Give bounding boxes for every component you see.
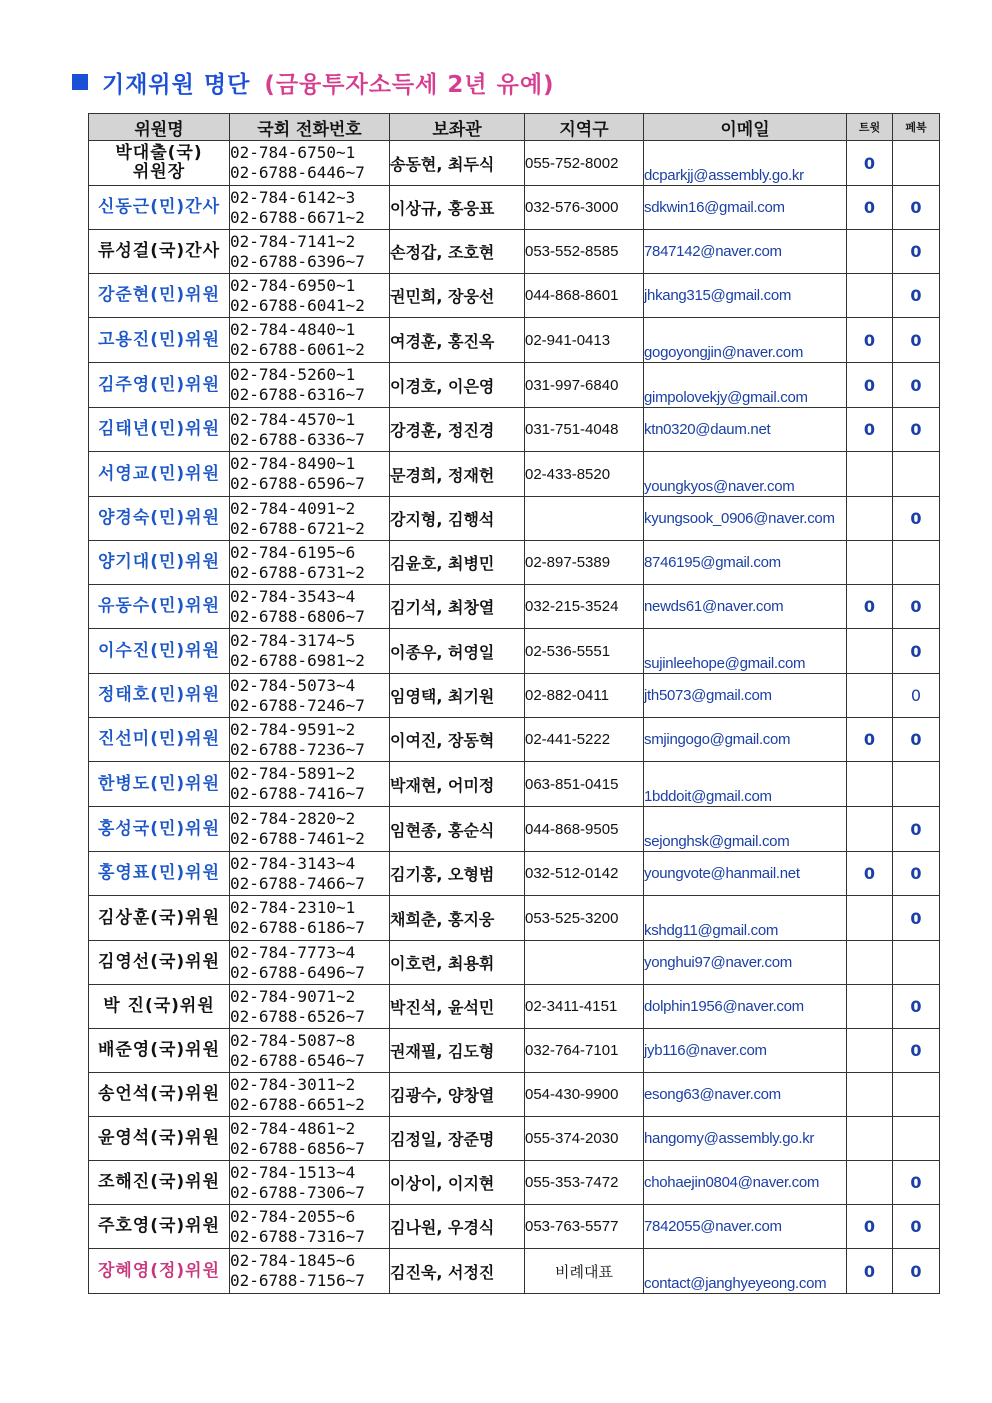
region-phone: 053-763-5577 — [525, 1205, 644, 1249]
phone-numbers — [230, 497, 390, 541]
phone-numbers — [230, 186, 390, 230]
page-title — [72, 64, 555, 100]
email-address[interactable]: kyungsook_0906@naver.com — [644, 497, 847, 541]
twitter-mark — [847, 541, 893, 585]
email-address[interactable]: contact@janghyeyeong.com — [644, 1249, 847, 1294]
twitter-mark: 0 — [847, 408, 893, 452]
region-phone — [525, 941, 644, 985]
twitter-mark: 0 — [847, 186, 893, 230]
phone-secondary: 02-6788-6671~2 — [230, 207, 365, 227]
phone-primary: 02-784-6195~6 — [230, 542, 356, 562]
table-row — [89, 318, 940, 363]
phone-primary: 02-784-6142~3 — [230, 187, 356, 207]
twitter-mark: 0 — [847, 141, 893, 186]
table-row — [89, 985, 940, 1029]
phone-numbers — [230, 1161, 390, 1205]
email-address[interactable]: esong63@naver.com — [644, 1073, 847, 1117]
phone-numbers — [230, 1205, 390, 1249]
region-phone: 02-3411-4151 — [525, 985, 644, 1029]
twitter-mark — [847, 807, 893, 852]
phone-primary: 02-784-8490~1 — [230, 454, 356, 473]
phone-numbers — [230, 318, 390, 363]
region-phone: 032-764-7101 — [525, 1029, 644, 1073]
aide-names: 박재현, 어미정 — [390, 762, 525, 807]
phone-numbers — [230, 718, 390, 762]
twitter-mark — [847, 1029, 893, 1073]
phone-secondary: 02-6788-7306~7 — [230, 1182, 365, 1202]
header-region: 지역구 — [525, 114, 644, 141]
facebook-mark: 0 — [893, 629, 940, 674]
phone-secondary: 02-6788-6446~7 — [230, 163, 365, 182]
phone-numbers — [230, 363, 390, 408]
region-phone: 053-552-8585 — [525, 230, 644, 274]
phone-secondary: 02-6788-6041~2 — [230, 295, 365, 315]
member-name: 박 진(국)위원 — [89, 985, 230, 1029]
member-name: 류성걸(국)간사 — [89, 230, 230, 274]
email-address[interactable]: 7842055@naver.com — [644, 1205, 847, 1249]
table-row — [89, 629, 940, 674]
phone-secondary: 02-6788-7416~7 — [230, 784, 365, 803]
phone-secondary: 02-6788-6316~7 — [230, 385, 365, 404]
twitter-mark: 0 — [847, 718, 893, 762]
member-name: 윤영석(국)위원 — [89, 1117, 230, 1161]
aide-names: 이종우, 허영일 — [390, 629, 525, 674]
facebook-mark — [893, 1117, 940, 1161]
twitter-mark: 0 — [847, 585, 893, 629]
phone-primary: 02-784-5891~2 — [230, 764, 356, 783]
email-address[interactable]: jth5073@gmail.com — [644, 674, 847, 718]
facebook-mark: 0 — [893, 852, 940, 896]
phone-secondary: 02-6788-7246~7 — [230, 695, 365, 715]
phone-primary: 02-784-3143~4 — [230, 853, 356, 873]
phone-primary: 02-784-9591~2 — [230, 719, 356, 739]
email-address[interactable]: dcparkjj@assembly.go.kr — [644, 141, 847, 186]
phone-numbers — [230, 762, 390, 807]
region-phone: 044-868-8601 — [525, 274, 644, 318]
member-name: 김영선(국)위원 — [89, 941, 230, 985]
phone-secondary: 02-6788-6336~7 — [230, 429, 365, 449]
member-name: 박대출(국) 위원장 — [89, 141, 230, 186]
region-phone: 02-433-8520 — [525, 452, 644, 497]
phone-primary: 02-784-1845~6 — [230, 1251, 356, 1270]
square-bullet-icon — [72, 74, 88, 90]
table-row — [89, 718, 940, 762]
twitter-mark — [847, 985, 893, 1029]
committee-roster-table — [88, 113, 940, 1294]
twitter-mark — [847, 1161, 893, 1205]
phone-primary: 02-784-5087~8 — [230, 1030, 356, 1050]
twitter-mark — [847, 762, 893, 807]
email-address[interactable]: smjingogo@gmail.com — [644, 718, 847, 762]
email-address[interactable]: youngkyos@naver.com — [644, 452, 847, 497]
aide-names: 김기석, 최창열 — [390, 585, 525, 629]
region-phone: 02-941-0413 — [525, 318, 644, 363]
phone-primary: 02-784-2310~1 — [230, 898, 356, 917]
table-row — [89, 1205, 940, 1249]
aide-names: 김기홍, 오형범 — [390, 852, 525, 896]
facebook-mark — [893, 941, 940, 985]
aide-names: 송동현, 최두식 — [390, 141, 525, 186]
phone-primary: 02-784-5073~4 — [230, 675, 356, 695]
phone-numbers — [230, 674, 390, 718]
phone-primary: 02-784-4570~1 — [230, 409, 356, 429]
member-name: 고용진(민)위원 — [89, 318, 230, 363]
facebook-mark: 0 — [893, 674, 940, 718]
aide-names: 여경훈, 홍진옥 — [390, 318, 525, 363]
facebook-mark: 0 — [893, 807, 940, 852]
header-facebook: 페북 — [893, 114, 940, 141]
phone-primary: 02-784-5260~1 — [230, 365, 356, 384]
aide-names: 이상이, 이지현 — [390, 1161, 525, 1205]
region-phone: 044-868-9505 — [525, 807, 644, 852]
phone-numbers — [230, 452, 390, 497]
table-row — [89, 186, 940, 230]
phone-numbers — [230, 1029, 390, 1073]
phone-secondary: 02-6788-6596~7 — [230, 474, 365, 493]
email-address[interactable]: sejonghsk@gmail.com — [644, 807, 847, 852]
aide-names: 이상규, 홍웅표 — [390, 186, 525, 230]
twitter-mark: 0 — [847, 363, 893, 408]
phone-primary: 02-784-4840~1 — [230, 320, 356, 339]
facebook-mark — [893, 141, 940, 186]
facebook-mark: 0 — [893, 186, 940, 230]
member-name: 홍성국(민)위원 — [89, 807, 230, 852]
phone-secondary: 02-6788-7461~2 — [230, 829, 365, 848]
aide-names: 이여진, 장동혁 — [390, 718, 525, 762]
email-address[interactable]: gimpolovekjy@gmail.com — [644, 363, 847, 408]
phone-primary: 02-784-6750~1 — [230, 143, 356, 162]
table-row — [89, 363, 940, 408]
phone-secondary: 02-6788-6526~7 — [230, 1006, 365, 1026]
phone-numbers — [230, 896, 390, 941]
phone-primary: 02-784-1513~4 — [230, 1162, 356, 1182]
member-name: 양경숙(민)위원 — [89, 497, 230, 541]
email-address[interactable]: kshdg11@gmail.com — [644, 896, 847, 941]
member-name: 홍영표(민)위원 — [89, 852, 230, 896]
table-row — [89, 941, 940, 985]
facebook-mark: 0 — [893, 318, 940, 363]
email-address[interactable]: gogoyongjin@naver.com — [644, 318, 847, 363]
region-phone: 053-525-3200 — [525, 896, 644, 941]
phone-numbers — [230, 985, 390, 1029]
facebook-mark — [893, 762, 940, 807]
twitter-mark — [847, 1117, 893, 1161]
phone-numbers — [230, 852, 390, 896]
twitter-mark — [847, 896, 893, 941]
email-address[interactable]: jhkang315@gmail.com — [644, 274, 847, 318]
phone-numbers — [230, 408, 390, 452]
aide-names: 권민희, 장웅선 — [390, 274, 525, 318]
twitter-mark: 0 — [847, 852, 893, 896]
email-address[interactable]: 1bddoit@gmail.com — [644, 762, 847, 807]
member-name: 이수진(민)위원 — [89, 629, 230, 674]
facebook-mark: 0 — [893, 408, 940, 452]
table-row — [89, 408, 940, 452]
facebook-mark: 0 — [893, 363, 940, 408]
member-name: 진선미(민)위원 — [89, 718, 230, 762]
table-row — [89, 1029, 940, 1073]
table-row — [89, 230, 940, 274]
header-twitter: 트윗 — [847, 114, 893, 141]
phone-numbers — [230, 141, 390, 186]
region-phone: 055-374-2030 — [525, 1117, 644, 1161]
member-name: 김주영(민)위원 — [89, 363, 230, 408]
phone-secondary: 02-6788-6396~7 — [230, 251, 365, 271]
header-aides: 보좌관 — [390, 114, 525, 141]
phone-numbers — [230, 274, 390, 318]
email-address[interactable]: dolphin1956@naver.com — [644, 985, 847, 1029]
twitter-mark — [847, 629, 893, 674]
phone-numbers — [230, 1249, 390, 1294]
region-phone: 02-536-5551 — [525, 629, 644, 674]
member-name: 김상훈(국)위원 — [89, 896, 230, 941]
member-name: 한병도(민)위원 — [89, 762, 230, 807]
facebook-mark: 0 — [893, 585, 940, 629]
phone-primary: 02-784-6950~1 — [230, 275, 356, 295]
member-name: 정태호(민)위원 — [89, 674, 230, 718]
table-row — [89, 541, 940, 585]
facebook-mark: 0 — [893, 1161, 940, 1205]
phone-secondary: 02-6788-7236~7 — [230, 739, 365, 759]
email-address[interactable]: newds61@naver.com — [644, 585, 847, 629]
region-phone: 02-897-5389 — [525, 541, 644, 585]
aide-names: 문경희, 정재헌 — [390, 452, 525, 497]
region-phone: 031-751-4048 — [525, 408, 644, 452]
region-phone: 032-512-0142 — [525, 852, 644, 896]
facebook-mark: 0 — [893, 1205, 940, 1249]
table-row — [89, 274, 940, 318]
aide-names: 김광수, 양창열 — [390, 1073, 525, 1117]
facebook-mark — [893, 541, 940, 585]
phone-secondary: 02-6788-6981~2 — [230, 651, 365, 670]
region-phone: 031-997-6840 — [525, 363, 644, 408]
phone-secondary: 02-6788-7466~7 — [230, 873, 365, 893]
twitter-mark — [847, 452, 893, 497]
table-row — [89, 1073, 940, 1117]
title-sub: (금융투자소득세 2년 유예) — [264, 71, 555, 98]
member-name: 송언석(국)위원 — [89, 1073, 230, 1117]
aide-names: 김윤호, 최병민 — [390, 541, 525, 585]
phone-numbers — [230, 1073, 390, 1117]
member-name: 양기대(민)위원 — [89, 541, 230, 585]
region-phone: 02-441-5222 — [525, 718, 644, 762]
table-row — [89, 896, 940, 941]
email-address[interactable]: jyb116@naver.com — [644, 1029, 847, 1073]
phone-primary: 02-784-3011~2 — [230, 1074, 356, 1094]
phone-primary: 02-784-7141~2 — [230, 231, 356, 251]
aide-names: 박진석, 윤석민 — [390, 985, 525, 1029]
phone-secondary: 02-6788-6651~2 — [230, 1094, 365, 1114]
twitter-mark — [847, 674, 893, 718]
phone-primary: 02-784-4091~2 — [230, 498, 356, 518]
phone-secondary: 02-6788-6806~7 — [230, 606, 365, 626]
member-name: 배준영(국)위원 — [89, 1029, 230, 1073]
twitter-mark: 0 — [847, 1205, 893, 1249]
email-address[interactable]: sdkwin16@gmail.com — [644, 186, 847, 230]
region-phone: 032-215-3524 — [525, 585, 644, 629]
email-address[interactable]: sujinleehope@gmail.com — [644, 629, 847, 674]
phone-numbers — [230, 941, 390, 985]
phone-secondary: 02-6788-6721~2 — [230, 518, 365, 538]
phone-numbers — [230, 807, 390, 852]
twitter-mark — [847, 1073, 893, 1117]
aide-names: 임영택, 최기원 — [390, 674, 525, 718]
email-address[interactable]: hangomy@assembly.go.kr — [644, 1117, 847, 1161]
region-phone: 063-851-0415 — [525, 762, 644, 807]
region-phone — [525, 497, 644, 541]
facebook-mark: 0 — [893, 230, 940, 274]
twitter-mark — [847, 274, 893, 318]
email-address[interactable]: 8746195@gmail.com — [644, 541, 847, 585]
email-address[interactable]: yonghui97@naver.com — [644, 941, 847, 985]
table-row — [89, 497, 940, 541]
aide-names: 김정일, 장준명 — [390, 1117, 525, 1161]
table-row — [89, 852, 940, 896]
region-phone: 032-576-3000 — [525, 186, 644, 230]
header-name: 위원명 — [89, 114, 230, 141]
phone-primary: 02-784-9071~2 — [230, 986, 356, 1006]
twitter-mark — [847, 941, 893, 985]
aide-names: 김진욱, 서정진 — [390, 1249, 525, 1294]
facebook-mark: 0 — [893, 1029, 940, 1073]
region-phone: 055-752-8002 — [525, 141, 644, 186]
aide-names: 강경훈, 정진경 — [390, 408, 525, 452]
phone-numbers — [230, 629, 390, 674]
phone-secondary: 02-6788-6546~7 — [230, 1050, 365, 1070]
phone-secondary: 02-6788-6061~2 — [230, 340, 365, 359]
table-row — [89, 762, 940, 807]
phone-numbers — [230, 1117, 390, 1161]
member-name: 조해진(국)위원 — [89, 1161, 230, 1205]
phone-primary: 02-784-2055~6 — [230, 1206, 356, 1226]
region-phone: 054-430-9900 — [525, 1073, 644, 1117]
facebook-mark: 0 — [893, 274, 940, 318]
phone-secondary: 02-6788-7156~7 — [230, 1271, 365, 1290]
phone-numbers — [230, 585, 390, 629]
facebook-mark: 0 — [893, 985, 940, 1029]
facebook-mark: 0 — [893, 497, 940, 541]
phone-secondary: 02-6788-6186~7 — [230, 918, 365, 937]
email-address[interactable]: chohaejin0804@naver.com — [644, 1161, 847, 1205]
member-name: 유동수(민)위원 — [89, 585, 230, 629]
table-row — [89, 585, 940, 629]
member-name: 김태년(민)위원 — [89, 408, 230, 452]
table-row — [89, 452, 940, 497]
aide-names: 채희춘, 홍지웅 — [390, 896, 525, 941]
title-main: 기재위원 명단 — [102, 71, 251, 98]
member-name: 신동근(민)간사 — [89, 186, 230, 230]
aide-names: 강지형, 김행석 — [390, 497, 525, 541]
table-row — [89, 1161, 940, 1205]
table-row — [89, 141, 940, 186]
aide-names: 이경호, 이은영 — [390, 363, 525, 408]
aide-names: 이호련, 최용휘 — [390, 941, 525, 985]
phone-secondary: 02-6788-7316~7 — [230, 1226, 365, 1246]
phone-primary: 02-784-4861~2 — [230, 1118, 356, 1138]
aide-names: 임현종, 홍순식 — [390, 807, 525, 852]
phone-secondary: 02-6788-6496~7 — [230, 962, 365, 982]
region-phone: 02-882-0411 — [525, 674, 644, 718]
table-row — [89, 807, 940, 852]
email-address[interactable]: ktn0320@daum.net — [644, 408, 847, 452]
twitter-mark — [847, 497, 893, 541]
header-phone: 국회 전화번호 — [230, 114, 390, 141]
region-phone: 비례대표 — [525, 1249, 644, 1294]
member-name: 서영교(민)위원 — [89, 452, 230, 497]
facebook-mark: 0 — [893, 718, 940, 762]
phone-secondary: 02-6788-6731~2 — [230, 562, 365, 582]
aide-names: 권재필, 김도형 — [390, 1029, 525, 1073]
twitter-mark: 0 — [847, 1249, 893, 1294]
aide-names: 손정갑, 조호현 — [390, 230, 525, 274]
header-email: 이메일 — [644, 114, 847, 141]
facebook-mark — [893, 452, 940, 497]
table-header-row — [89, 114, 940, 141]
phone-primary: 02-784-2820~2 — [230, 809, 356, 828]
region-phone: 055-353-7472 — [525, 1161, 644, 1205]
aide-names: 김나원, 우경식 — [390, 1205, 525, 1249]
member-name: 강준현(민)위원 — [89, 274, 230, 318]
phone-secondary: 02-6788-6856~7 — [230, 1138, 365, 1158]
facebook-mark — [893, 1073, 940, 1117]
email-address[interactable]: 7847142@naver.com — [644, 230, 847, 274]
twitter-mark: 0 — [847, 318, 893, 363]
phone-primary: 02-784-3543~4 — [230, 586, 356, 606]
phone-numbers — [230, 230, 390, 274]
phone-primary: 02-784-3174~5 — [230, 631, 356, 650]
table-body — [89, 141, 940, 1294]
phone-numbers — [230, 541, 390, 585]
email-address[interactable]: youngvote@hanmail.net — [644, 852, 847, 896]
table-row — [89, 1249, 940, 1294]
member-name: 주호영(국)위원 — [89, 1205, 230, 1249]
facebook-mark: 0 — [893, 1249, 940, 1294]
member-name: 장혜영(정)위원 — [89, 1249, 230, 1294]
phone-primary: 02-784-7773~4 — [230, 942, 356, 962]
table-row — [89, 674, 940, 718]
facebook-mark: 0 — [893, 896, 940, 941]
table-row — [89, 1117, 940, 1161]
twitter-mark — [847, 230, 893, 274]
